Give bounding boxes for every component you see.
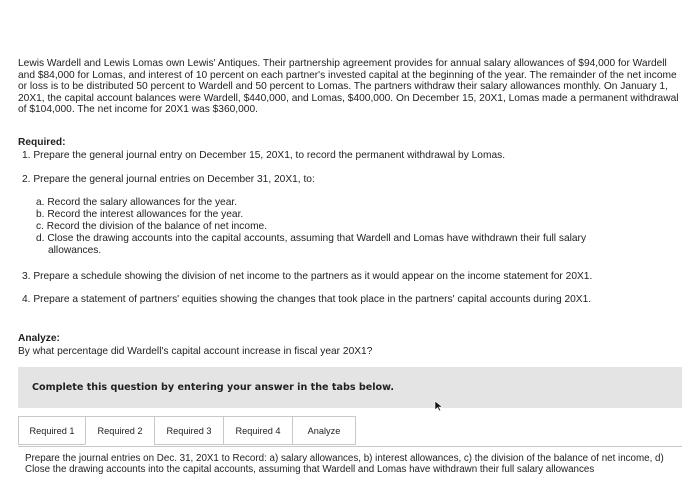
tab-required-4[interactable]: Required 4 [223,416,293,445]
required-item-1: 1. Prepare the general journal entry on December 15, 20X1, to record the permanent withdrawal by Lomas. [22,150,506,161]
required-item-3: 3. Prepare a schedule showing the division of net income to the partners as it would appear on the income statement for 20X1. [22,271,593,282]
analyze-heading: Analyze: [18,333,60,344]
required-item-2d: d. Close the drawing accounts into the capital accounts, assuming that Wardell and Lomas have withdrawn their full salary allowances. [36,233,587,256]
tab-required-2[interactable]: Required 2 [85,416,155,445]
tab-panel-divider [18,446,682,447]
instruction-text: Complete this question by entering your answer in the tabs below. [32,382,395,393]
required-item-2a: a. Record the salary allowances for the year. [36,197,238,208]
tab-required-1[interactable]: Required 1 [18,416,86,445]
answer-tabs [18,416,355,447]
required-item-4: 4. Prepare a statement of partners' equities showing the changes that took place in the partners' capital accounts during 20X1. [22,294,592,305]
analyze-question: By what percentage did Wardell's capital account increase in fiscal year 20X1? [18,346,373,357]
required-heading: Required: [18,137,66,148]
tab-analyze[interactable]: Analyze [292,416,356,445]
instruction-banner [18,367,682,408]
problem-statement: Lewis Wardell and Lewis Lomas own Lewis' Antiques. Their partnership agreement provides for annual salary allowances of $94,000 for Wardell and $84,000 for Lomas, and interest of 10 percent on each partner's invested capital at the beginning of the year. The remainder of the net income or loss is to be distributed 50 percent to Wardell and 50 percent to Lomas. The partners withdraw their salary allowances monthly. On January 1, 20X1, the capital account balances were Wardell, $440,000, and Lomas, $400,000. On December 15, 20X1, Lomas made a permanent withdrawal of $104,000. The net income for 20X1 was $360,000. [18,58,679,116]
required-item-2b: b. Record the interest allowances for the year. [36,209,244,220]
mouse-pointer-icon [434,400,444,412]
tab-required-3[interactable]: Required 3 [154,416,224,445]
required-item-2c: c. Record the division of the balance of net income. [36,221,268,232]
required-item-2: 2. Prepare the general journal entries on December 31, 20X1, to: [22,174,315,185]
tab-panel-instructions: Prepare the journal entries on Dec. 31, 20X1 to Record: a) salary allowances, b) interest allowances, c) the division of the balance of net income, d) Close the drawing accounts into the capital accounts, assuming that Wardell and Lomas have withdrawn their full salary allowances [25,453,664,476]
